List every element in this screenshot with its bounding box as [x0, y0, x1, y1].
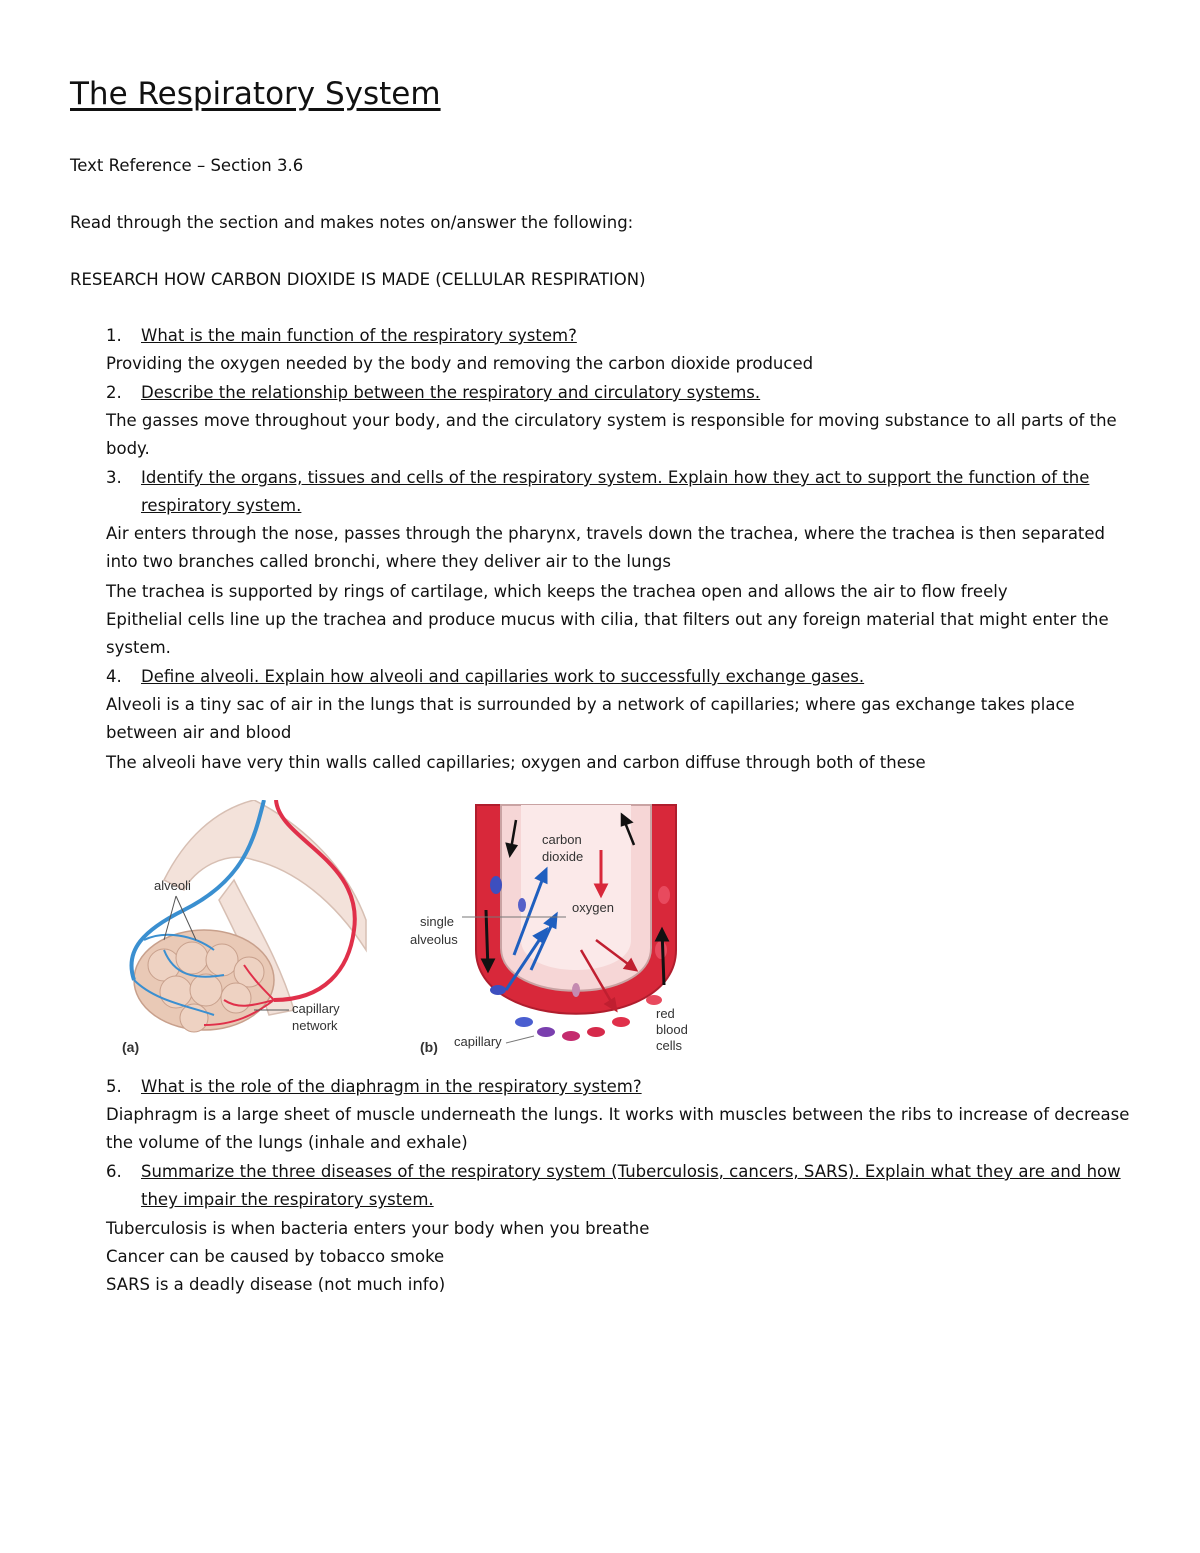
gas-exchange-illustration: [406, 800, 700, 1062]
question-number: 6.: [106, 1162, 122, 1181]
label-cells: cells: [656, 1038, 683, 1053]
label-single: single: [420, 914, 454, 929]
question-number: 3.: [106, 468, 122, 487]
question-text: Describe the relationship between the respiratory and circulatory systems.: [141, 383, 761, 402]
label-capillary: capillary: [292, 1001, 340, 1016]
answer-6a: Tuberculosis is when bacteria enters your body when you breathe: [106, 1219, 650, 1238]
question-number: 4.: [106, 667, 122, 686]
answer-6b: Cancer can be caused by tobacco smoke: [106, 1247, 445, 1266]
question-number: 1.: [106, 326, 122, 345]
question-1: [106, 322, 1136, 350]
question-4: [106, 663, 1136, 691]
question-text: Summarize the three diseases of the respiratory system (Tuberculosis, cancers, SARS). Explain what they are and how they impair the respiratory system.: [141, 1162, 1121, 1210]
question-5: [106, 1073, 1136, 1101]
label-oxygen: oxygen: [572, 900, 614, 915]
label-carbon: carbon: [542, 832, 582, 847]
answer-4a: Alveoli is a tiny sac of air in the lungs that is surrounded by a network of capillaries; where gas exchange takes place between air and blood: [106, 695, 1075, 743]
question-3: [106, 464, 1136, 521]
instruction-text: Read through the section and makes notes on/answer the following:: [70, 213, 634, 232]
label-red: red: [656, 1006, 675, 1021]
question-2: [106, 379, 1136, 407]
label-alveolus: alveolus: [410, 932, 458, 947]
figure-tag-b: (b): [420, 1039, 438, 1055]
answer-3a: Air enters through the nose, passes through the pharynx, travels down the trachea, where the trachea is then separated into two branches called bronchi, where they deliver air to the lungs: [106, 524, 1106, 572]
answer-3b: The trachea is supported by rings of cartilage, which keeps the trachea open and allows the air to flow freely: [106, 582, 1008, 601]
label-dioxide: dioxide: [542, 849, 584, 864]
answer-3c: Epithelial cells line up the trachea and produce mucus with cilia, that filters out any foreign material that might enter the system.: [106, 610, 1109, 658]
label-capillary-b: capillary: [454, 1034, 502, 1049]
question-text: What is the role of the diaphragm in the respiratory system?: [141, 1077, 642, 1096]
figure-alveoli-network: [104, 800, 370, 1062]
research-prompt: RESEARCH HOW CARBON DIOXIDE IS MADE (CELLULAR RESPIRATION): [70, 270, 646, 289]
text-reference: Text Reference – Section 3.6: [70, 156, 304, 175]
answer-6c: SARS is a deadly disease (not much info): [106, 1275, 446, 1294]
answer-1: Providing the oxygen needed by the body and removing the carbon dioxide produced: [106, 354, 814, 373]
label-alveoli: alveoli: [154, 878, 191, 893]
question-number: 2.: [106, 383, 122, 402]
alveoli-illustration: [104, 800, 370, 1062]
question-text: Identify the organs, tissues and cells of the respiratory system. Explain how they act to support the function of the respiratory system.: [141, 468, 1090, 516]
answer-2: The gasses move throughout your body, and the circulatory system is responsible for moving substance to all parts of the body.: [106, 411, 1117, 459]
question-text: Define alveoli. Explain how alveoli and capillaries work to successfully exchange gases.: [141, 667, 865, 686]
question-6: [106, 1158, 1136, 1215]
label-network: network: [292, 1018, 338, 1033]
answer-4b: The alveoli have very thin walls called capillaries; oxygen and carbon diffuse through both of these: [106, 753, 926, 772]
page-title: The Respiratory System: [70, 76, 441, 112]
question-number: 5.: [106, 1077, 122, 1096]
question-text: What is the main function of the respiratory system?: [141, 326, 577, 345]
label-blood: blood: [656, 1022, 688, 1037]
answer-5: Diaphragm is a large sheet of muscle underneath the lungs. It works with muscles between the ribs to increase of decrease the volume of the lungs (inhale and exhale): [106, 1105, 1130, 1153]
figure-gas-exchange: [406, 800, 700, 1062]
figure-tag-a: (a): [122, 1039, 140, 1055]
